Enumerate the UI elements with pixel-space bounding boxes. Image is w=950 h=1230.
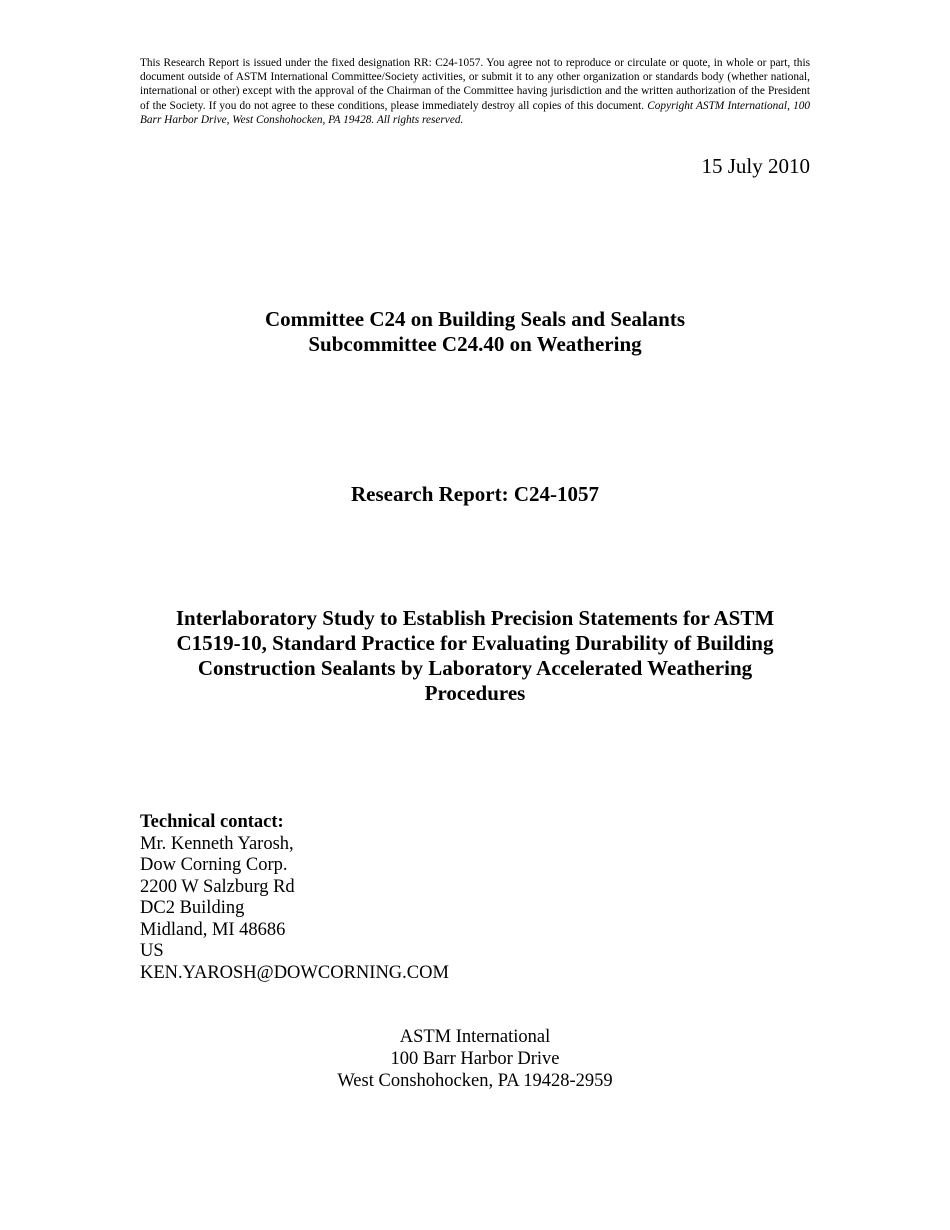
contact-email: KEN.YAROSH@DOWCORNING.COM (140, 962, 449, 983)
organization-address (0, 1026, 950, 1092)
contact-street: 2200 W Salzburg Rd (140, 876, 295, 897)
contact-city: Midland, MI 48686 (140, 919, 286, 940)
subcommittee-name: Subcommittee C24.40 on Weathering (308, 332, 642, 356)
usage-notice (140, 56, 810, 127)
committee-heading (0, 307, 950, 357)
contact-building: DC2 Building (140, 898, 245, 918)
study-title-line: Procedures (424, 681, 526, 705)
technical-contact-heading: Technical contact: (140, 812, 284, 832)
report-title (0, 482, 950, 507)
study-title-line: C1519-10, Standard Practice for Evaluating Durability of Building (176, 631, 774, 655)
organization-city: West Conshohocken, PA 19428-2959 (337, 1071, 613, 1091)
copyright-statement: Copyright ASTM International, 100 Barr Harbor Drive, West Conshohocken, PA 19428. All rights reserved. (140, 99, 811, 126)
committee-name: Committee C24 on Building Seals and Sealants (264, 307, 686, 331)
technical-contact-block (140, 812, 449, 984)
organization-street: 100 Barr Harbor Drive (390, 1049, 560, 1069)
contact-country: US (140, 941, 164, 961)
report-designation: Research Report: C24-1057 (350, 482, 600, 506)
organization-name: ASTM International (399, 1027, 551, 1047)
contact-name: Mr. Kenneth Yarosh, (140, 833, 294, 854)
report-date: 15 July 2010 (701, 154, 810, 178)
study-title-line: Construction Sealants by Laboratory Accelerated Weathering (197, 656, 753, 680)
study-title-line: Interlaboratory Study to Establish Precision Statements for ASTM (175, 606, 775, 630)
usage-notice-text: This Research Report is issued under the fixed designation RR: C24-1057. You agree not to reproduce or circulate or quote, in whole or part, this document outside of ASTM International Committee/Society activities, or submit it to any other organization or standards body (whether national, international or other) except with the approval of the Chairman of the Committee having jurisdiction and the written authorization of the President of the Society. If you do not agree to these conditions, please immediately destroy all copies of this document. (140, 57, 810, 112)
study-title (0, 606, 950, 706)
contact-company: Dow Corning Corp. (140, 855, 288, 875)
